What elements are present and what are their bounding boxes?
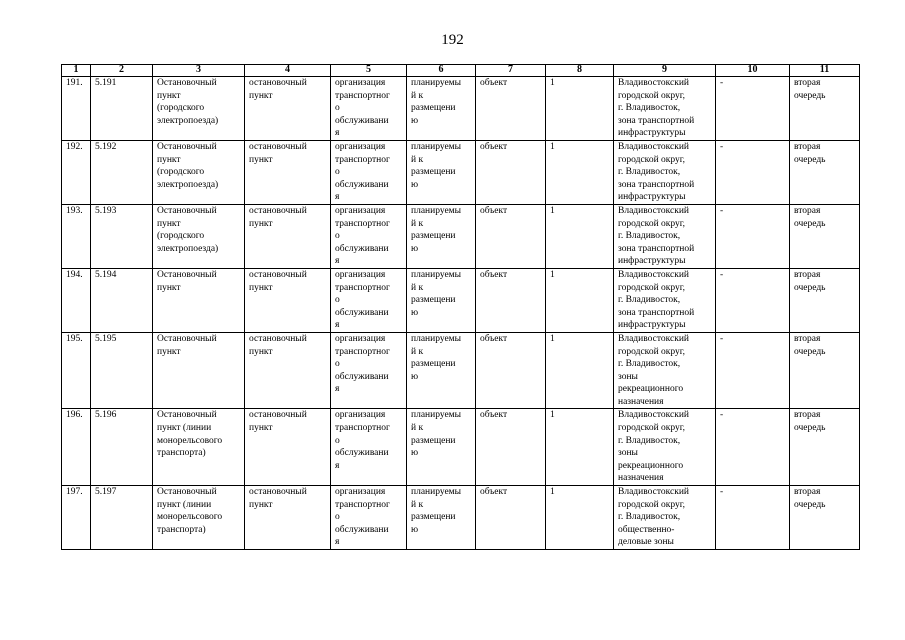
table-row bbox=[62, 77, 860, 141]
location-cell: Владивостокский городской округ, г. Владивосток, общественно- деловые зоны bbox=[614, 486, 716, 550]
stage-cell: вторая очередь bbox=[790, 77, 860, 141]
count-cell: 1 bbox=[546, 332, 614, 409]
status-cell: планируемы й к размещени ю bbox=[407, 486, 476, 550]
purpose-cell: организация транспортног о обслуживани я bbox=[331, 141, 407, 205]
location-cell: Владивостокский городской округ, г. Владивосток, зона транспортной инфраструктуры bbox=[614, 204, 716, 268]
row-number-cell: 195. bbox=[62, 332, 91, 409]
status-cell: планируемы й к размещени ю bbox=[407, 141, 476, 205]
purpose-cell: организация транспортног о обслуживани я bbox=[331, 204, 407, 268]
stage-cell: вторая очередь bbox=[790, 486, 860, 550]
purpose-cell: организация транспортног о обслуживани я bbox=[331, 409, 407, 486]
table-row bbox=[62, 486, 860, 550]
object-name-cell: Остановочный пункт bbox=[153, 268, 245, 332]
status-cell: планируемы й к размещени ю bbox=[407, 409, 476, 486]
row-number-cell: 197. bbox=[62, 486, 91, 550]
table-row bbox=[62, 409, 860, 486]
object-code-cell: 5.197 bbox=[91, 486, 153, 550]
object-code-cell: 5.192 bbox=[91, 141, 153, 205]
object-type-cell: объект bbox=[476, 268, 546, 332]
row-number-cell: 193. bbox=[62, 204, 91, 268]
column-header: 9 bbox=[614, 65, 716, 77]
purpose-cell: организация транспортног о обслуживани я bbox=[331, 486, 407, 550]
object-code-cell: 5.196 bbox=[91, 409, 153, 486]
object-code-cell: 5.194 bbox=[91, 268, 153, 332]
stage-cell: вторая очередь bbox=[790, 409, 860, 486]
count-cell: 1 bbox=[546, 77, 614, 141]
row-number-cell: 194. bbox=[62, 268, 91, 332]
row-number-cell: 191. bbox=[62, 77, 91, 141]
object-name-cell: Остановочный пункт (городского электропоезда) bbox=[153, 141, 245, 205]
object-type-cell: объект bbox=[476, 486, 546, 550]
object-type-cell: объект bbox=[476, 77, 546, 141]
column-header: 10 bbox=[716, 65, 790, 77]
object-code-cell: 5.191 bbox=[91, 77, 153, 141]
object-code-cell: 5.195 bbox=[91, 332, 153, 409]
status-cell: планируемы й к размещени ю bbox=[407, 332, 476, 409]
column-header: 7 bbox=[476, 65, 546, 77]
count-cell: 1 bbox=[546, 409, 614, 486]
object-kind-cell: остановочный пункт bbox=[245, 268, 331, 332]
location-cell: Владивостокский городской округ, г. Владивосток, зоны рекреационного назначения bbox=[614, 332, 716, 409]
registry-table bbox=[61, 64, 860, 550]
column-10-cell: - bbox=[716, 486, 790, 550]
stage-cell: вторая очередь bbox=[790, 141, 860, 205]
column-10-cell: - bbox=[716, 141, 790, 205]
object-kind-cell: остановочный пункт bbox=[245, 77, 331, 141]
purpose-cell: организация транспортног о обслуживани я bbox=[331, 77, 407, 141]
row-number-cell: 192. bbox=[62, 141, 91, 205]
column-header: 2 bbox=[91, 65, 153, 77]
column-header: 3 bbox=[153, 65, 245, 77]
column-header: 4 bbox=[245, 65, 331, 77]
table-row bbox=[62, 332, 860, 409]
table-row bbox=[62, 268, 860, 332]
column-10-cell: - bbox=[716, 409, 790, 486]
count-cell: 1 bbox=[546, 268, 614, 332]
purpose-cell: организация транспортног о обслуживани я bbox=[331, 268, 407, 332]
table-row bbox=[62, 141, 860, 205]
object-kind-cell: остановочный пункт bbox=[245, 332, 331, 409]
object-name-cell: Остановочный пункт (линии монорельсового транспорта) bbox=[153, 486, 245, 550]
column-header: 8 bbox=[546, 65, 614, 77]
object-name-cell: Остановочный пункт (линии монорельсового транспорта) bbox=[153, 409, 245, 486]
column-10-cell: - bbox=[716, 268, 790, 332]
object-type-cell: объект bbox=[476, 409, 546, 486]
header-row bbox=[62, 65, 860, 77]
object-type-cell: объект bbox=[476, 332, 546, 409]
column-10-cell: - bbox=[716, 77, 790, 141]
column-header: 11 bbox=[790, 65, 860, 77]
object-code-cell: 5.193 bbox=[91, 204, 153, 268]
location-cell: Владивостокский городской округ, г. Владивосток, зоны рекреационного назначения bbox=[614, 409, 716, 486]
column-10-cell: - bbox=[716, 204, 790, 268]
count-cell: 1 bbox=[546, 204, 614, 268]
column-header: 5 bbox=[331, 65, 407, 77]
row-number-cell: 196. bbox=[62, 409, 91, 486]
table-row bbox=[62, 204, 860, 268]
object-type-cell: объект bbox=[476, 204, 546, 268]
object-kind-cell: остановочный пункт bbox=[245, 141, 331, 205]
object-kind-cell: остановочный пункт bbox=[245, 486, 331, 550]
status-cell: планируемы й к размещени ю bbox=[407, 268, 476, 332]
stage-cell: вторая очередь bbox=[790, 332, 860, 409]
object-name-cell: Остановочный пункт bbox=[153, 332, 245, 409]
column-header: 6 bbox=[407, 65, 476, 77]
column-10-cell: - bbox=[716, 332, 790, 409]
page-number: 192 bbox=[441, 32, 464, 48]
purpose-cell: организация транспортног о обслуживани я bbox=[331, 332, 407, 409]
object-name-cell: Остановочный пункт (городского электропоезда) bbox=[153, 77, 245, 141]
object-name-cell: Остановочный пункт (городского электропоезда) bbox=[153, 204, 245, 268]
stage-cell: вторая очередь bbox=[790, 204, 860, 268]
count-cell: 1 bbox=[546, 141, 614, 205]
location-cell: Владивостокский городской округ, г. Владивосток, зона транспортной инфраструктуры bbox=[614, 77, 716, 141]
column-header: 1 bbox=[62, 65, 91, 77]
location-cell: Владивостокский городской округ, г. Владивосток, зона транспортной инфраструктуры bbox=[614, 268, 716, 332]
count-cell: 1 bbox=[546, 486, 614, 550]
object-kind-cell: остановочный пункт bbox=[245, 204, 331, 268]
status-cell: планируемы й к размещени ю bbox=[407, 204, 476, 268]
location-cell: Владивостокский городской округ, г. Владивосток, зона транспортной инфраструктуры bbox=[614, 141, 716, 205]
status-cell: планируемы й к размещени ю bbox=[407, 77, 476, 141]
object-type-cell: объект bbox=[476, 141, 546, 205]
stage-cell: вторая очередь bbox=[790, 268, 860, 332]
object-kind-cell: остановочный пункт bbox=[245, 409, 331, 486]
